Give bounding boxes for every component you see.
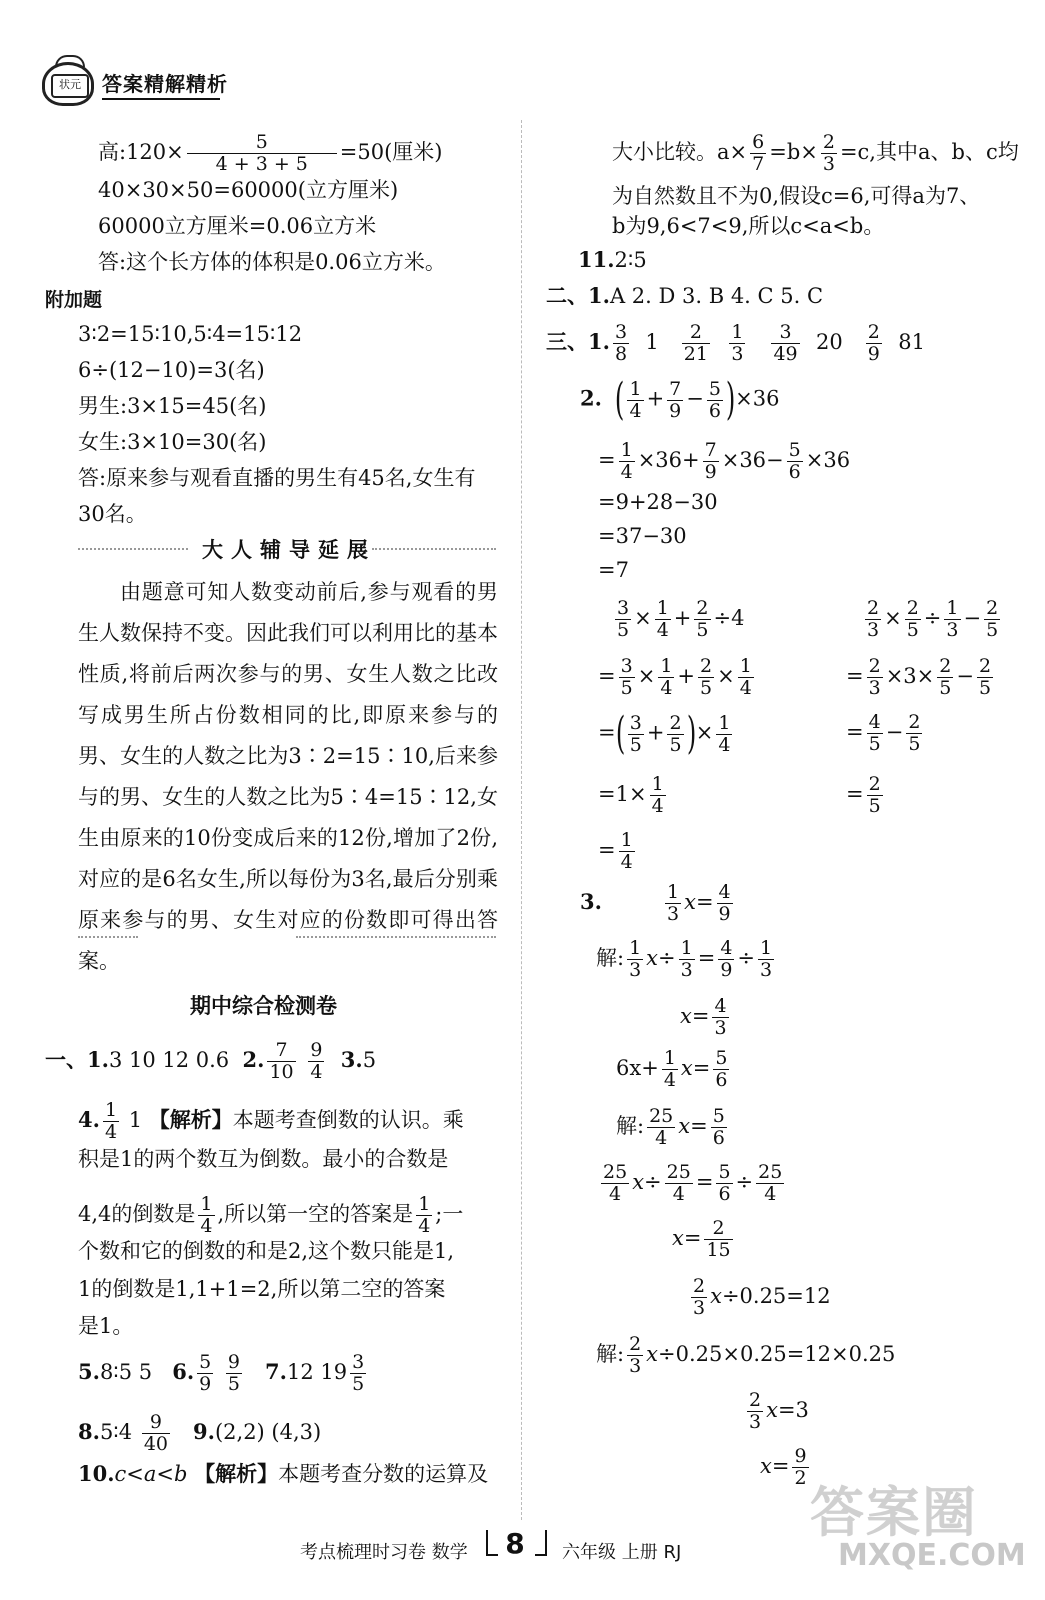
publisher-logo: 状元	[42, 62, 94, 106]
answer-line: 三、1. $\frac{3}{8}$ 1 $\frac{2}{21}$ $\frac{1}{3}$ $\frac{3}{49}$ 20 $\frac{2}{9}$ 81	[546, 321, 925, 365]
equation-line: $\frac{2}{3}$ x=3	[749, 1389, 809, 1433]
explanation-paragraph: 由题意可知人数变动前后,参与观看的男生人数保持不变。因此我们可以利用比的基本性质,将前后两次参与的男、女生人数之比改写成男生所占份数相同的比,即原来参与的男、女生的人数之比为3∶2=15∶10,后来参与的男、女生的人数之比为5∶4=15∶12,女生由原来的10份变成后来的12份,增加了2份,对应的是6名女生,所以每份为3名,最后分别乘原来参与的男、女生对应的份数即可得出答案。	[78, 580, 498, 973]
equation-line: x= $\frac{9}{2}$	[760, 1445, 807, 1489]
box-title: 大人辅导延展	[202, 538, 376, 562]
calc-line: =1× $\frac{1}{4}$	[598, 773, 664, 817]
page-bracket-right	[535, 1530, 547, 1556]
answer-line: 8.5∶4 $\frac{9}{40}$ 9.(2,2) (4,3)	[78, 1411, 322, 1455]
answer-line: 一、1.3 10 12 0.6 2. $\frac{7}{10}$ $\frac{9}{4}$ 3.5	[45, 1039, 377, 1083]
calc-line: =37−30	[598, 524, 687, 548]
calc-line: = $\frac{1}{4}$	[598, 829, 633, 873]
answer-line: 为自然数且不为0,假设c=6,可得a为7、	[612, 184, 981, 208]
equation-line: 6x+ $\frac{1}{4}$ x= $\frac{5}{6}$	[616, 1047, 728, 1091]
footer-left: 考点梳理时习卷 数学	[300, 1542, 468, 1563]
answer-line: 11.2∶5	[578, 247, 647, 272]
exam-title: 期中综合检测卷	[190, 994, 337, 1018]
calc-line: = $\frac{1}{4}$ ×36+ $\frac{7}{9}$ ×36− $\frac{5}{6}$ ×36	[598, 439, 851, 483]
answer-line: 男生:3×15=45(名)	[78, 394, 267, 418]
page-number: 8	[505, 1527, 525, 1560]
answer-line: 5.8∶5 5 6. $\frac{5}{9}$ $\frac{9}{5}$ 7.12 19 $\frac{3}{5}$	[78, 1351, 365, 1395]
answer-line: 个数和它的倒数的和是2,这个数只能是1,	[78, 1239, 455, 1263]
answer-line: 4. $\frac{1}{4}$ 1 【解析】本题考查倒数的认识。乘	[78, 1099, 464, 1143]
equation-line: $\frac{1}{3}$ x= $\frac{4}{9}$	[667, 881, 731, 925]
answer-line: 10.c<a<b 【解析】本题考查分数的运算及	[78, 1461, 489, 1486]
header-title: 答案精解精析	[102, 72, 228, 96]
section-heading: 附加题	[45, 289, 103, 311]
answer-line: 答:原来参与观看直播的男生有45名,女生有	[78, 466, 476, 490]
answer-line: 大小比较。a× $\frac{6}{7}$ =b× $\frac{2}{3}$ =c,其中a、b、c均	[612, 131, 1019, 175]
answer-line: 积是1的两个数互为倒数。最小的合数是	[78, 1147, 449, 1171]
answer-line: 是1。	[78, 1314, 134, 1338]
box-rule	[78, 936, 138, 938]
equation-line: $\frac{2}{3}$ x÷0.25=12	[693, 1275, 831, 1319]
answer-line: 高:120× $\frac{5}{4 + 3 + 5}$ =50(厘米)	[98, 131, 443, 175]
column-divider	[521, 120, 522, 1520]
calc-line: = $\frac{2}{3}$ ×3× $\frac{2}{5}$ − $\frac{2}{5}$	[846, 655, 992, 699]
equation-line: x= $\frac{2}{15}$	[672, 1217, 731, 1261]
answer-line: 40×30×50=60000(立方厘米)	[98, 178, 399, 202]
calc-line: 2. ( $\frac{1}{4}$ + $\frac{7}{9}$ − $\frac{5}{6}$ )×36	[580, 374, 780, 425]
header-underline	[102, 98, 220, 100]
box-rule	[78, 548, 188, 550]
equation-line: 3.	[580, 889, 602, 914]
calc-line: = $\frac{3}{5}$ × $\frac{1}{4}$ + $\frac{2}{5}$ × $\frac{1}{4}$	[598, 655, 752, 699]
box-rule	[372, 548, 496, 550]
box-rule	[296, 936, 496, 938]
answer-line: 6÷(12−10)=3(名)	[78, 358, 265, 382]
equation-line: x= $\frac{4}{3}$	[680, 995, 727, 1039]
footer-right: 六年级 上册 RJ	[562, 1542, 682, 1563]
equation-line: $\frac{25}{4}$ x÷ $\frac{25}{4}$ = $\frac{5}{6}$ ÷ $\frac{25}{4}$	[603, 1161, 783, 1205]
answer-line: b为9,6<7<9,所以c<a<b。	[612, 214, 885, 238]
calc-line: $\frac{2}{3}$ × $\frac{2}{5}$ ÷ $\frac{1}{3}$ − $\frac{2}{5}$	[867, 597, 999, 641]
answer-line: 女生:3×10=30(名)	[78, 430, 267, 454]
calc-line: =7	[598, 558, 629, 582]
answer-line: 4,4的倒数是 $\frac{1}{4}$ ,所以第一空的答案是 $\frac{1}{4}$ ;一	[78, 1193, 464, 1237]
equation-line: 解: $\frac{2}{3}$ x÷0.25×0.25=12×0.25	[596, 1333, 896, 1377]
equation-line: 解: $\frac{25}{4}$ x= $\frac{5}{6}$	[616, 1105, 725, 1149]
answer-line: 二、1.A 2. D 3. B 4. C 5. C	[546, 283, 824, 308]
answer-line: 答:这个长方体的体积是0.06立方米。	[98, 250, 446, 274]
calc-line: = $\frac{4}{5}$ − $\frac{2}{5}$	[846, 711, 921, 755]
calc-line: $\frac{3}{5}$ × $\frac{1}{4}$ + $\frac{2}{5}$ ÷4	[617, 597, 745, 641]
calc-line: = $\frac{2}{5}$	[846, 773, 881, 817]
answer-line: 1的倒数是1,1+1=2,所以第二空的答案	[78, 1277, 446, 1301]
answer-line: 3∶2=15∶10,5∶4=15∶12	[78, 322, 303, 346]
calc-line: =( $\frac{3}{5}$ + $\frac{2}{5}$ )× $\frac{1}{4}$	[598, 708, 731, 759]
calc-line: =9+28−30	[598, 490, 718, 514]
equation-line: 解: $\frac{1}{3}$ x÷ $\frac{1}{3}$ = $\frac{4}{9}$ ÷ $\frac{1}{3}$	[596, 937, 773, 981]
answer-line: 30名。	[78, 502, 147, 526]
answer-line: 60000立方厘米=0.06立方米	[98, 214, 377, 238]
watermark: 答案圈 MXQE.COM	[810, 1481, 1026, 1573]
